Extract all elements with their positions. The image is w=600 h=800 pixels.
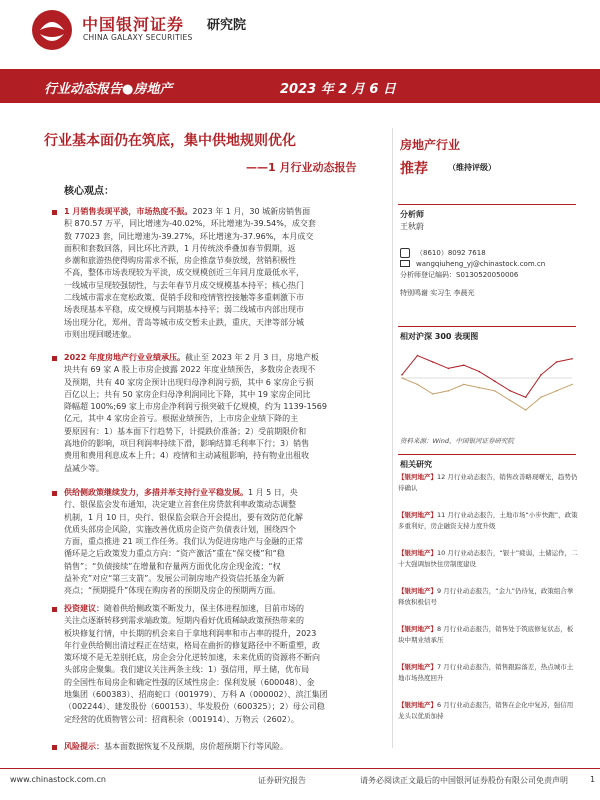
related-tag: 【银河地产】 [398,663,437,671]
body-paragraph [64,741,386,753]
paragraph-text: 高地价的影响，项目利润率持续下滑，影响结算毛利率下行；3）销售 [64,439,310,449]
paragraph-line [64,561,386,573]
paragraph-line [64,267,386,279]
series-line-1 [402,378,572,410]
paragraph-bullet [52,210,57,215]
paragraph-line [64,218,386,230]
paragraph-text: 循环是之后政策发力重点方向：“资产激活”重在“保交楼”和“稳 [64,549,285,559]
paragraph-heading: 风险提示： [64,742,104,751]
divider [398,326,576,327]
series-point [401,374,403,376]
report-type: 行业动态报告●房地产 [44,82,173,97]
paragraph-line [64,206,386,218]
paragraph-text: 一线城市呈现较强韧性，与去年春节月成交规模基本持平；核心热门 [64,280,304,290]
paragraph-text: 优质头部房企风险，实施改善优质房企资产负债表计划，围绕四个 [64,524,296,534]
paragraph-line [64,536,386,548]
paragraph-text: 策环境不是无差别托底，房企会分化逆转加速，未来优质的资源将不断向 [64,653,320,663]
paragraph-text: 截止至 2023 年 2 月 3 日，房地产板 [185,353,319,362]
series-point [571,358,573,360]
paragraph-text: 亿元，其中 4 家房企首亏。根据业绩预告，上市房企业绩下降的主 [64,414,299,424]
body-paragraph [64,603,386,726]
paragraph-text: 头部房企聚集。我们建议关注两条主线：1）强信用，厚土储，优布局 [64,665,310,675]
paragraph-text: 二线城市需求在宽松政策、促销手段和疫情管控接触等多重刺激下市 [64,293,304,303]
paragraph-text: 数 77023 套，同比增速为-39.27%，环比增速为-37.96%，本月成交 [64,231,314,241]
phone-icon [400,248,410,258]
paragraph-text: 亮点；“预期提升”体现在购房者的预期及房企的预期两方面。 [64,586,281,596]
paragraph-bullet [52,745,57,750]
paragraph-text: 地集团（600383）、招商蛇口（001979）、万科 A（000002）、滨江集团 [64,690,328,700]
series-point [432,393,434,395]
related-heading: 相关研究 [400,460,432,469]
paragraph-line [64,652,386,664]
body-paragraph [64,487,386,598]
paragraph-text: 板块修复行情，中长期的机会来自于拿地利润率和市占率的提升，2023 [64,628,317,638]
brand-name-en: CHINA GALAXY SECURITIES [83,33,193,42]
paragraph-line [64,585,386,597]
core-label: 核心观点： [64,186,114,197]
paragraph-text: 百亿以上；共有 50 家房企归母净利润同比下降，其中 19 家房企同比 [64,389,311,399]
series-point [509,390,511,392]
related-report-item[interactable] [398,586,578,608]
paragraph-bullet [52,356,57,361]
paragraph-line [64,664,386,676]
rating-note: （维持评级） [448,163,496,172]
paragraph-text: 的全国性布局房企和确定性强的区域性房企：保利发展（600048）、金 [64,677,315,687]
series-point [417,384,419,386]
paragraph-line [64,389,386,401]
report-date: 2023 年 2 月 6 日 [280,82,396,97]
paragraph-line [64,450,386,462]
paragraph-text: 机制，1 月 10 日，央行、银保监会联合开会提出，要有效防范化解 [64,512,303,522]
paragraph-text: 关注点逐渐转移到需求端政策。短期内看好优质稀缺政策预热带来的 [64,616,304,626]
footer-line [0,768,600,769]
paragraph-line [64,463,386,475]
paragraph-text: 费用和费用利息成本上升；4）疫情和主动减租影响，持有物业出租收 [64,451,310,461]
paragraph-text: 基本面数据恢复不及预期，房价超预期下行等风险。 [104,742,288,751]
paragraph-text: 方面，重点推进 21 项工作任务。我们认为促进房地产与金融的正常 [64,537,304,547]
related-title: 10 月行业动态报告，“银十”疲弱，土储运作，二十大强调加快住房制度建设 [398,549,578,568]
column-divider [392,128,393,748]
series-point [478,387,480,389]
paragraph-line [64,524,386,536]
paragraph-bullet [52,491,57,496]
related-report-item[interactable] [398,700,578,722]
paragraph-text: 1 月 5 日，央 [248,488,298,497]
analyst-cert: 分析师登记编码：S0130520050006 [400,271,519,279]
paragraph-heading: 2022 年度房地产行业业绩承压。 [64,353,186,362]
series-point [556,390,558,392]
series-point [509,400,511,402]
paragraph-text: 要原因有：1）基本面下行趋势下，计提跌价准备；2）受前期限价和 [64,426,307,436]
related-tag: 【银河地产】 [398,473,437,481]
chart-title: 相对沪深 300 表现图 [400,332,479,341]
paragraph-line [64,280,386,292]
related-report-item[interactable] [398,662,578,684]
paragraph-line [64,413,386,425]
paragraph-text: 益补充”对应“第三支箭”。发展公司制房地产投资信托基金为新 [64,574,285,584]
related-report-item[interactable] [398,510,578,532]
related-tag: 【银河地产】 [398,625,437,633]
related-title: 11 月行业动态报告，土地市场“小步快跑”，政策多重利好，房企融资支持力度升级 [398,511,578,530]
paragraph-text: 定经营的优质物管公司：招商积余（001914）、万物云（2602）。 [64,714,299,724]
paragraph-line [64,512,386,524]
brand-logo [30,8,74,52]
footer-url[interactable]: www.chinastock.com.cn [10,775,106,784]
assist-note: 特别鸣谢 实习生 李晨光 [400,289,475,297]
paragraph-heading: 1 月销售表现平淡，市场热度不振。 [64,207,193,216]
paragraph-line [64,304,386,316]
series-point [448,368,450,370]
analyst-email[interactable]: wangqiuheng_yj@chinastock.com.cn [416,260,546,268]
paragraph-text: 场出现分化，郑州、青岛等城市成交暂未止跌，重庆、天津等部分城 [64,317,304,327]
paragraph-line [64,689,386,701]
related-title: 12 月行业动态报告，销售改善略现曙光，趋势仍待确认 [398,473,578,492]
paragraph-line [64,292,386,304]
series-point [478,371,480,373]
paragraph-line [64,677,386,689]
paragraph-text: 销售”；“负债接续”在增量和存量两方面优化房企现金流；“权 [64,561,281,571]
paragraph-line [64,401,386,413]
paragraph-line [64,615,386,627]
paragraph-line [64,352,386,364]
paragraph-line [64,426,386,438]
body-paragraph [64,206,386,341]
related-report-item[interactable] [398,624,578,646]
report-subtitle: ——1 月行业动态报告 [246,161,357,174]
paragraph-text: 市则出现回暖迹象。 [64,329,136,339]
paragraph-text: 不高，整体市场表现较为平淡，成交规模创近三年同月度最低水平， [64,268,304,278]
paragraph-line [64,255,386,267]
paragraph-line [64,573,386,585]
paragraph-line [64,499,386,511]
paragraph-line [64,243,386,255]
related-report-item[interactable] [398,472,578,494]
paragraph-bullet [52,607,57,612]
footer-doc-type: 证券研究报告 [258,776,306,785]
paragraph-text: 年行业供给侧出清过程正在结束，格局在曲折的修复路径中不断重塑，政 [64,640,320,650]
related-title: 8 月行业动态报告，销售处于筑底修复状态，板块中期业绩承压 [398,625,574,644]
paragraph-text: 块共有 69 家 A 股上市房企披露 2022 年度业绩预告，多数房企表现不 [64,365,316,375]
chart-source: 资料来源：Wind，中国银河证券研究院 [400,437,514,445]
paragraph-heading: 供给侧政策继续发力，多措并举支持行业平稳发展。 [64,488,248,497]
series-point [540,374,542,376]
related-title: 6 月行业动态报告，销售在企化中复苏，强信用龙头以优质加持 [398,701,574,720]
paragraph-text: 行、银保监会发布通知，决定建立首套住房贷款利率政策动态调整 [64,500,296,510]
paragraph-line [64,628,386,640]
series-point [401,377,403,379]
paragraph-line [64,701,386,713]
paragraph-line [64,640,386,652]
paragraph-line [64,714,386,726]
divider [398,454,576,455]
paragraph-text: 降幅超 100%;69 家上市房企净利润亏损突破千亿规模，约为 1139-1569 [64,402,327,412]
divider [398,204,576,205]
footer-disclaimer: 请务必阅读正文最后的中国银河证券股份有限公司免责声明 [360,776,568,785]
paragraph-text: 益减少等。 [64,463,104,473]
related-tag: 【银河地产】 [398,511,437,519]
paragraph-line [64,377,386,389]
paragraph-text: 场表现基本平稳，成交规模与同期基本持平；弱二线城市内部出现市 [64,305,304,315]
series-point [525,396,527,398]
analyst-name: 王秋蔚 [400,222,424,231]
series-point [494,390,496,392]
series-point [540,396,542,398]
email-icon [400,260,410,267]
paragraph-line [64,329,386,341]
institute-label: 研究院 [207,18,247,33]
series-point [571,384,573,386]
related-tag: 【银河地产】 [398,549,437,557]
rating: 推荐 [400,161,428,177]
series-point [432,361,434,363]
report-title: 行业基本面仍在筑底，集中供地规则优化 [44,133,296,149]
paragraph-text: （002244）、建发股份（600153）、华发股份（600325）；2）母公司稳 [64,702,325,712]
paragraph-line [64,317,386,329]
paragraph-line [64,603,386,615]
paragraph-text: 面积和套数回落，同比环比齐跌，1 月传统淡季叠加春节假期，返 [64,243,296,253]
related-tag: 【银河地产】 [398,587,437,595]
page-number: 1 [590,775,596,784]
paragraph-line [64,231,386,243]
paragraph-text: 随着供给侧政策不断发力，保主体进程加速，目前市场的 [104,604,304,613]
series-point [494,380,496,382]
series-point [463,364,465,366]
brand-name: 中国银河证券 [82,15,185,34]
related-report-item[interactable] [398,548,578,570]
paragraph-text: 积 870.57 万平，同比增速为-40.02%，环比增速为-39.54%，成交套 [64,219,316,229]
paragraph-heading: 投资建议： [64,604,104,613]
analyst-phone: （8610）8092 7618 [416,249,486,257]
relative-performance-chart [398,342,576,430]
paragraph-line [64,741,386,753]
series-point [417,355,419,357]
paragraph-text: 乡潮和旅游热使得购房需求不振，房企推盘节奏放缓，营销积极性 [64,256,296,266]
paragraph-line [64,548,386,560]
related-tag: 【银河地产】 [398,701,437,709]
side-industry: 房地产行业 [400,138,461,152]
series-point [448,390,450,392]
paragraph-text: 及预期，共有 40 家房企预计出现归母净利润亏损，其中 6 家房企亏损 [64,377,314,387]
related-title: 9 月行业动态报告，“金九”仍待复，政策组合拳释放积极信号 [398,587,574,606]
analyst-heading: 分析师 [400,210,424,219]
series-point [525,409,527,411]
paragraph-line [64,438,386,450]
paragraph-line [64,487,386,499]
paragraph-line [64,364,386,376]
series-point [463,384,465,386]
series-point [556,361,558,363]
related-title: 7 月行业动态报告，销售跟踪落差，热点城市土地市场热度回升 [398,663,574,682]
body-paragraph [64,352,386,475]
paragraph-text: 2023 年 1 月，30 城新房销售面 [192,207,311,216]
